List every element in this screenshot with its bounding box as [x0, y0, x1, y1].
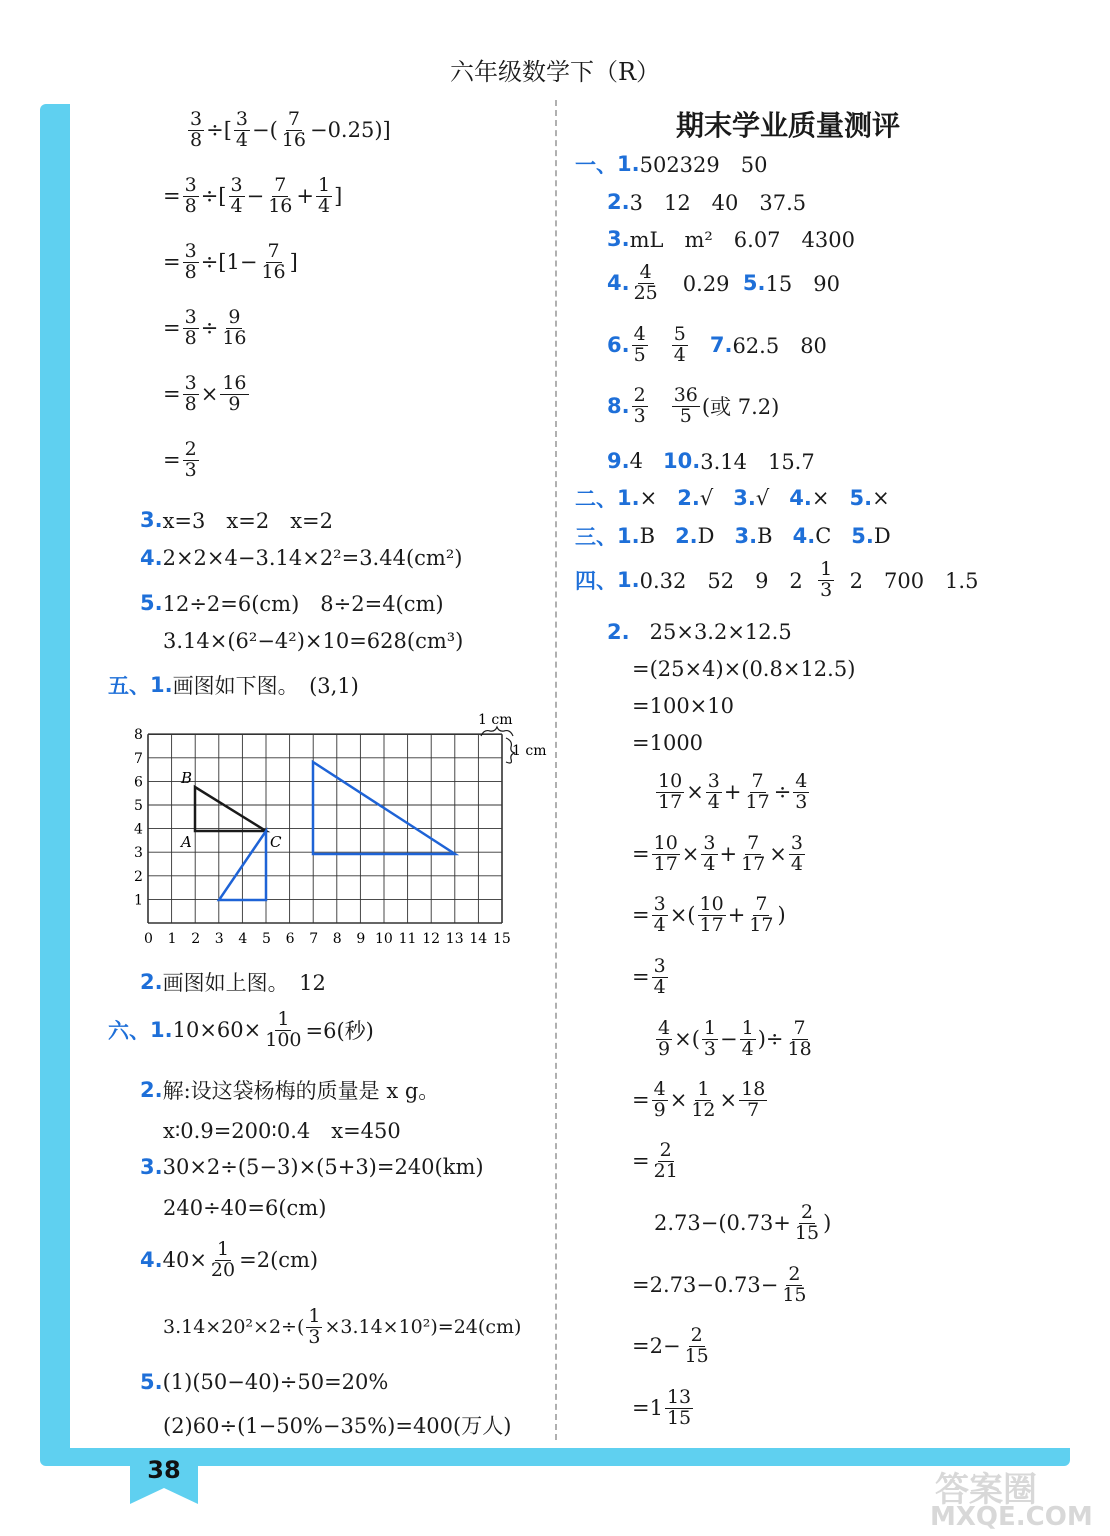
- section-6-answer-5: 5. (1)(50−40)÷50=20%: [140, 1370, 389, 1394]
- x-tick-label: 3: [214, 931, 224, 947]
- x-tick-label: 9: [356, 931, 366, 947]
- unit-label-top: 1 cm: [478, 712, 513, 728]
- y-tick-label: 8: [134, 727, 143, 744]
- r-calc-e2: = $\frac{4}{9}$ × $\frac{1}{12}$ × $\frac{18}{7}$: [632, 1078, 766, 1121]
- point-label-c: C: [270, 833, 282, 851]
- y-tick-label: 2: [134, 868, 143, 885]
- point-label-b: B: [181, 769, 193, 787]
- x-tick-label: 7: [309, 931, 319, 947]
- section-6-answer-4-line-2: 3.14×20²×2÷( $\frac{1}{3}$ ×3.14×10²)=24(cm): [163, 1305, 522, 1348]
- r-calc-f1: 2.73−(0.73+ $\frac{2}{15}$ ): [654, 1201, 832, 1244]
- point-label-a: A: [181, 833, 192, 851]
- section-5-answer-1: 五、 1. 画图如下图。 (3,1): [108, 673, 359, 698]
- page-frame-left: [40, 104, 70, 1464]
- y-tick-label: 4: [134, 821, 143, 838]
- answer-4: 4. 2×2×4−3.14×2²=3.44(cm²): [140, 546, 463, 570]
- r-calc-f4: =1 $\frac{13}{15}$: [632, 1386, 692, 1429]
- r-section-4-answer-1: 四、 1. 0.32 52 9 2 $\frac{1}{3}$ 2 700 1.5: [575, 558, 979, 601]
- r-answer-6: 6. $\frac{4}{5}$ $\frac{5}{4}$ 7. 62.5 80: [607, 323, 827, 366]
- x-tick-label: 13: [445, 931, 464, 947]
- unit-label-side: 1 cm: [512, 743, 547, 759]
- grid-lines: [148, 734, 502, 923]
- calc-line-4: = $\frac{3}{8}$ ÷ $\frac{9}{16}$: [163, 306, 247, 349]
- calc-line-2: = $\frac{3}{8}$ ÷[ $\frac{3}{4}$ − $\frac{7}{16}$ + $\frac{1}{4}$ ]: [163, 174, 343, 217]
- x-tick-label: 4: [238, 931, 248, 947]
- r-section-2: 二、 1. × 2. √ 3. √ 4. × 5. ×: [575, 486, 890, 511]
- answer-5-line-2: 3.14×(6²−4²)×10=628(cm³): [163, 629, 464, 653]
- watermark-url: MXQE.COM: [930, 1502, 1093, 1532]
- answer-3: 3. x=3 x=2 x=2: [140, 508, 333, 533]
- page-number: 38: [147, 1456, 181, 1484]
- calc-line-1: $\frac{3}{8}$ ÷[ $\frac{3}{4}$ −( $\frac{7}{16}$ −0.25)]: [190, 108, 391, 151]
- y-tick-label: 7: [134, 750, 143, 767]
- x-tick-label: 11: [398, 931, 417, 947]
- r-answer-9: 9. 4 10. 3.14 15.7: [607, 449, 815, 474]
- x-tick-label: 2: [191, 931, 201, 947]
- watermark-logo: 答案圈: [935, 1470, 1037, 1510]
- y-axis-ticks: [134, 727, 143, 908]
- r-calc-c4: =1000: [632, 731, 704, 755]
- y-tick-label: 5: [134, 798, 143, 814]
- section-5-answer-2: 2. 画图如上图。 12: [140, 970, 326, 995]
- r-calc-f3: =2− $\frac{2}{15}$: [632, 1324, 709, 1367]
- y-tick-label: 1: [134, 892, 143, 909]
- r-calc-d1: $\frac{10}{17}$ × $\frac{3}{4}$ + $\frac{7}{17}$ ÷ $\frac{4}{3}$: [658, 770, 808, 813]
- page-header: 六年级数学下（R）: [449, 58, 661, 86]
- x-tick-label: 1: [167, 931, 177, 947]
- r-calc-d4: = $\frac{3}{4}$: [632, 955, 666, 998]
- x-tick-label: 6: [285, 931, 295, 947]
- triangle-abc: [195, 787, 266, 831]
- r-answer-1: 一、 1. 502329 50: [575, 152, 768, 177]
- section-6-answer-4: 4. 40× $\frac{1}{20}$ =2(cm): [140, 1238, 319, 1281]
- r-calc-c3: =100×10: [632, 694, 734, 718]
- y-tick-label: 6: [134, 774, 143, 791]
- x-tick-label: 5: [262, 931, 271, 947]
- r-answer-8: 8. $\frac{2}{3}$ $\frac{36}{5}$ (或 7.2): [607, 384, 780, 427]
- calc-line-3: = $\frac{3}{8}$ ÷[1− $\frac{7}{16}$ ]: [163, 240, 298, 283]
- r-calc-c1: 2. 25×3.2×12.5: [607, 620, 792, 644]
- x-tick-label: 10: [375, 931, 393, 947]
- r-answer-4: 4. $\frac{4}{25}$ 0.29 5. 15 90: [607, 261, 840, 304]
- section-6-answer-3: 3. 30×2÷(5−3)×(5+3)=240(km): [140, 1155, 484, 1179]
- x-tick-label: 0: [144, 931, 153, 947]
- x-axis-ticks: [144, 931, 511, 947]
- r-calc-c2: =(25×4)×(0.8×12.5): [632, 657, 856, 681]
- r-calc-d2: = $\frac{10}{17}$ × $\frac{3}{4}$ + $\frac{7}{17}$ × $\frac{3}{4}$: [632, 832, 803, 875]
- x-tick-label: 8: [332, 931, 342, 947]
- r-calc-d3: = $\frac{3}{4}$ ×( $\frac{10}{17}$ + $\frac{7}{17}$ ): [632, 893, 786, 936]
- r-calc-e1: $\frac{4}{9}$ ×( $\frac{1}{3}$ − $\frac{1}{4}$ )÷ $\frac{7}{18}$: [658, 1017, 812, 1060]
- page-number-badge: [130, 1448, 198, 1504]
- section-6-answer-2: 2. 解:设这袋杨梅的质量是 x g。: [140, 1078, 440, 1103]
- r-calc-f2: =2.73−0.73− $\frac{2}{15}$: [632, 1263, 807, 1306]
- x-tick-label: 14: [469, 931, 488, 947]
- coordinate-grid-figure: [120, 705, 560, 955]
- r-calc-e3: = $\frac{2}{21}$: [632, 1139, 678, 1182]
- answer-5: 5. 12÷2=6(cm) 8÷2=4(cm): [140, 591, 444, 616]
- y-tick-label: 3: [134, 845, 143, 862]
- section-6-answer-1: 六、 1. 10×60× $\frac{1}{100}$ =6(秒): [108, 1008, 374, 1051]
- r-answer-3: 3. mL m² 6.07 4300: [607, 227, 855, 252]
- calc-line-6: = $\frac{2}{3}$: [163, 438, 197, 481]
- r-section-3: 三、 1. B 2. D 3. B 4. C 5. D: [575, 524, 891, 549]
- x-tick-label: 12: [422, 931, 441, 947]
- section-6-answer-5-line-2: (2)60÷(1−50%−35%)=400(万人): [163, 1414, 512, 1438]
- right-column-title: 期末学业质量测评: [676, 109, 901, 142]
- r-answer-2: 2. 3 12 40 37.5: [607, 190, 807, 215]
- calc-line-5: = $\frac{3}{8}$ × $\frac{16}{9}$: [163, 372, 247, 415]
- x-tick-label: 15: [493, 931, 511, 947]
- section-6-answer-2-line-2: x∶0.9=200∶0.4 x=450: [163, 1119, 401, 1143]
- section-6-answer-3-line-2: 240÷40=6(cm): [163, 1196, 327, 1220]
